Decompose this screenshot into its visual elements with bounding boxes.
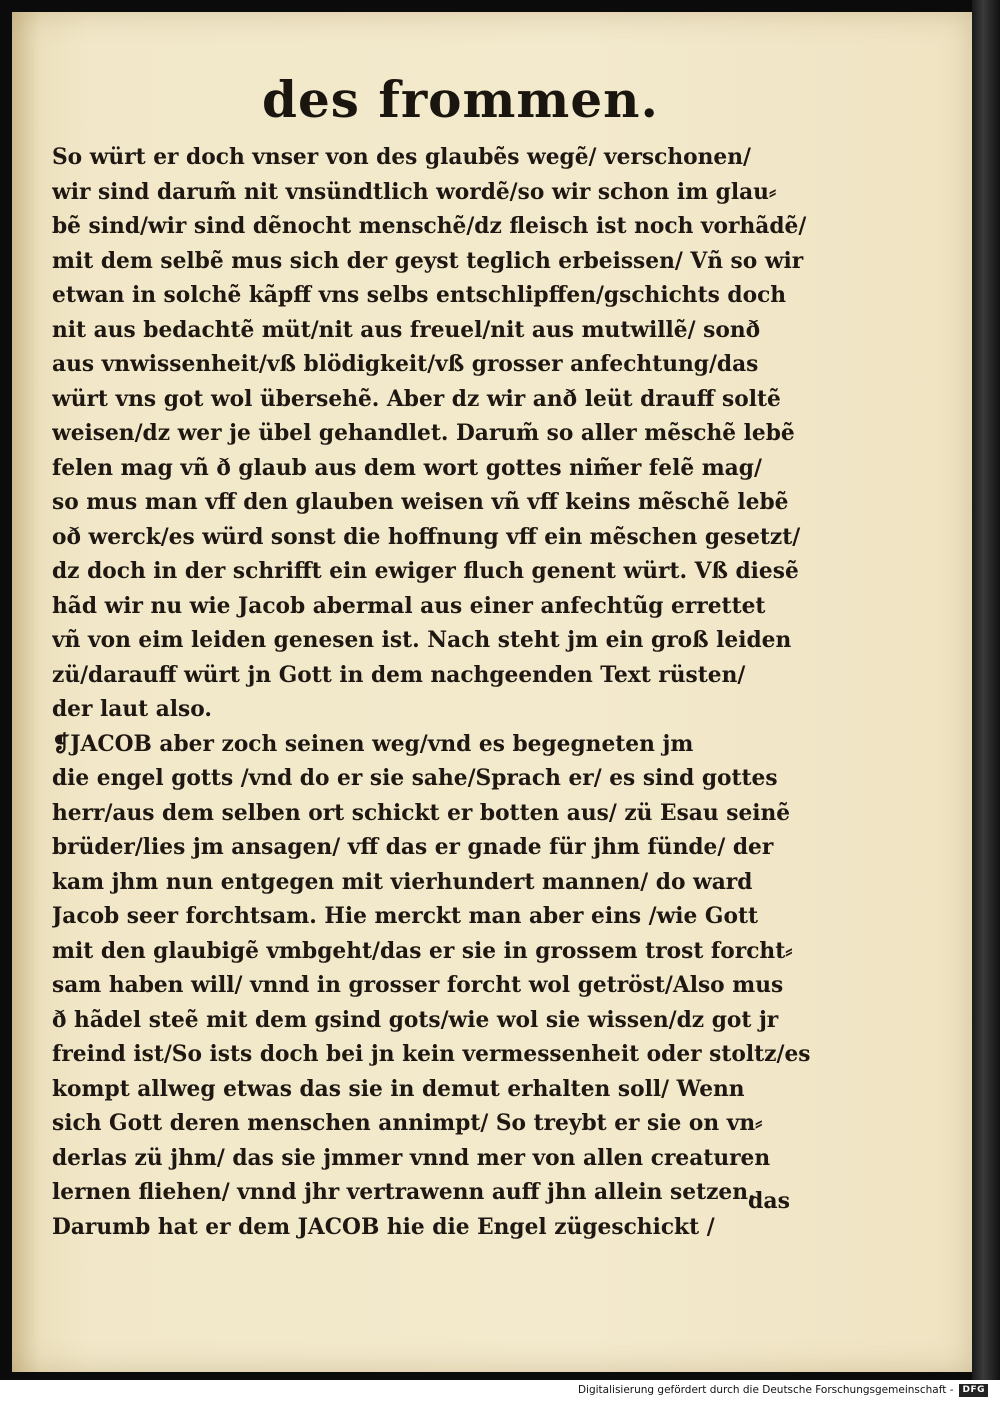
text-line: hãd wir nu wie Jacob abermal aus einer anfechtũg errettet (52, 592, 766, 619)
text-line: freind ist/So ists doch bei jn kein vermessenheit oder stoltz/es (52, 1041, 811, 1067)
text-line: Darumb hat er dem JACOB hie die Engel zügeschickt / (52, 1213, 715, 1240)
book-spine-edge (972, 0, 1000, 1380)
book-page (12, 12, 972, 1372)
catchword: das (748, 1188, 791, 1214)
text-line: würt vns got wol übersehẽ. Aber dz wir anð leüt drauff soltẽ (52, 385, 781, 412)
text-line: derlas zü jhm/ das sie jmmer vnnd mer von allen creaturen (52, 1144, 771, 1171)
text-line: kompt allweg etwas das sie in demut erhalten soll/ Wenn (52, 1075, 745, 1102)
text-line: herr/aus dem selben ort schickt er botten aus/ zü Esau seinẽ (52, 799, 791, 826)
text-line: kam jhm nun entgegen mit vierhundert mannen/ do ward (52, 868, 753, 895)
text-line: mit dem selbẽ mus sich der geyst teglich erbeissen/ Vñ so wir (52, 247, 804, 274)
text-line: zü/darauff würt jn Gott in dem nachgeenden Text rüsten/ (52, 661, 746, 688)
running-head: des frommen. (262, 70, 659, 129)
text-line: Jacob seer forchtsam. Hie merckt man aber eins /wie Gott (52, 903, 759, 929)
text-line: die engel gotts /vnd do er sie sahe/Sprach er/ es sind gottes (52, 765, 778, 791)
text-line: oð werck/es würd sonst die hoffnung vff ein mẽschen gesetzt/ (52, 523, 801, 550)
text-line: ❡JACOB aber zoch seinen weg/vnd es begegneten jm (52, 730, 694, 757)
text-line: lernen fliehen/ vnnd jhr vertrawenn auff jhn allein setzen. (52, 1179, 756, 1205)
text-line: wir sind darum̃ nit vnsündtlich wordẽ/so wir schon im glau⸗ (52, 178, 777, 205)
dfg-logo: DFG (959, 1384, 988, 1397)
text-line: felen mag vñ ð glaub aus dem wort gottes nim̃er felẽ mag/ (52, 454, 762, 481)
text-line: nit aus bedachtẽ müt/nit aus freuel/nit aus mutwillẽ/ sonð (52, 316, 761, 343)
text-line: brüder/lies jm ansagen/ vff das er gnade für jhm fünde/ der (52, 834, 774, 860)
text-line: etwan in solchẽ kãpff vns selbs entschlipffen/gschichts doch (52, 282, 787, 308)
text-line: sich Gott deren menschen annimpt/ So treybt er sie on vn⸗ (52, 1110, 763, 1136)
text-line: sam haben will/ vnnd in grosser forcht wol getröst/Also mus (52, 972, 784, 998)
text-line: weisen/dz wer je übel gehandlet. Darum̃ so aller mẽschẽ lebẽ (52, 420, 795, 446)
body-text (52, 140, 822, 1244)
text-line: vñ von eim leiden genesen ist. Nach steht jm ein groß leiden (52, 627, 792, 653)
text-line: der laut also. (52, 696, 212, 722)
text-line: So würt er doch vnser von des glaubẽs wegẽ/ verschonen/ (52, 144, 751, 170)
footer-bar (0, 1380, 1000, 1401)
text-line: bẽ sind/wir sind dẽnocht menschẽ/dz fleisch ist noch vorhãdẽ/ (52, 213, 807, 239)
funding-notice: Digitalisierung gefördert durch die Deutsche Forschungsgemeinschaft - (577, 1384, 954, 1396)
text-line: ð hãdel steẽ mit dem gsind gots/wie wol sie wissen/dz got jr (52, 1006, 779, 1033)
text-line: aus vnwissenheit/vß blödigkeit/vß grosser anfechtung/das (52, 351, 759, 377)
text-line: mit den glaubigẽ vmbgeht/das er sie in grossem trost forcht⸗ (52, 937, 793, 964)
text-line: dz doch in der schrifft ein ewiger fluch genent würt. Vß diesẽ (52, 558, 799, 584)
text-line: so mus man vff den glauben weisen vñ vff keins mẽschẽ lebẽ (52, 489, 789, 515)
